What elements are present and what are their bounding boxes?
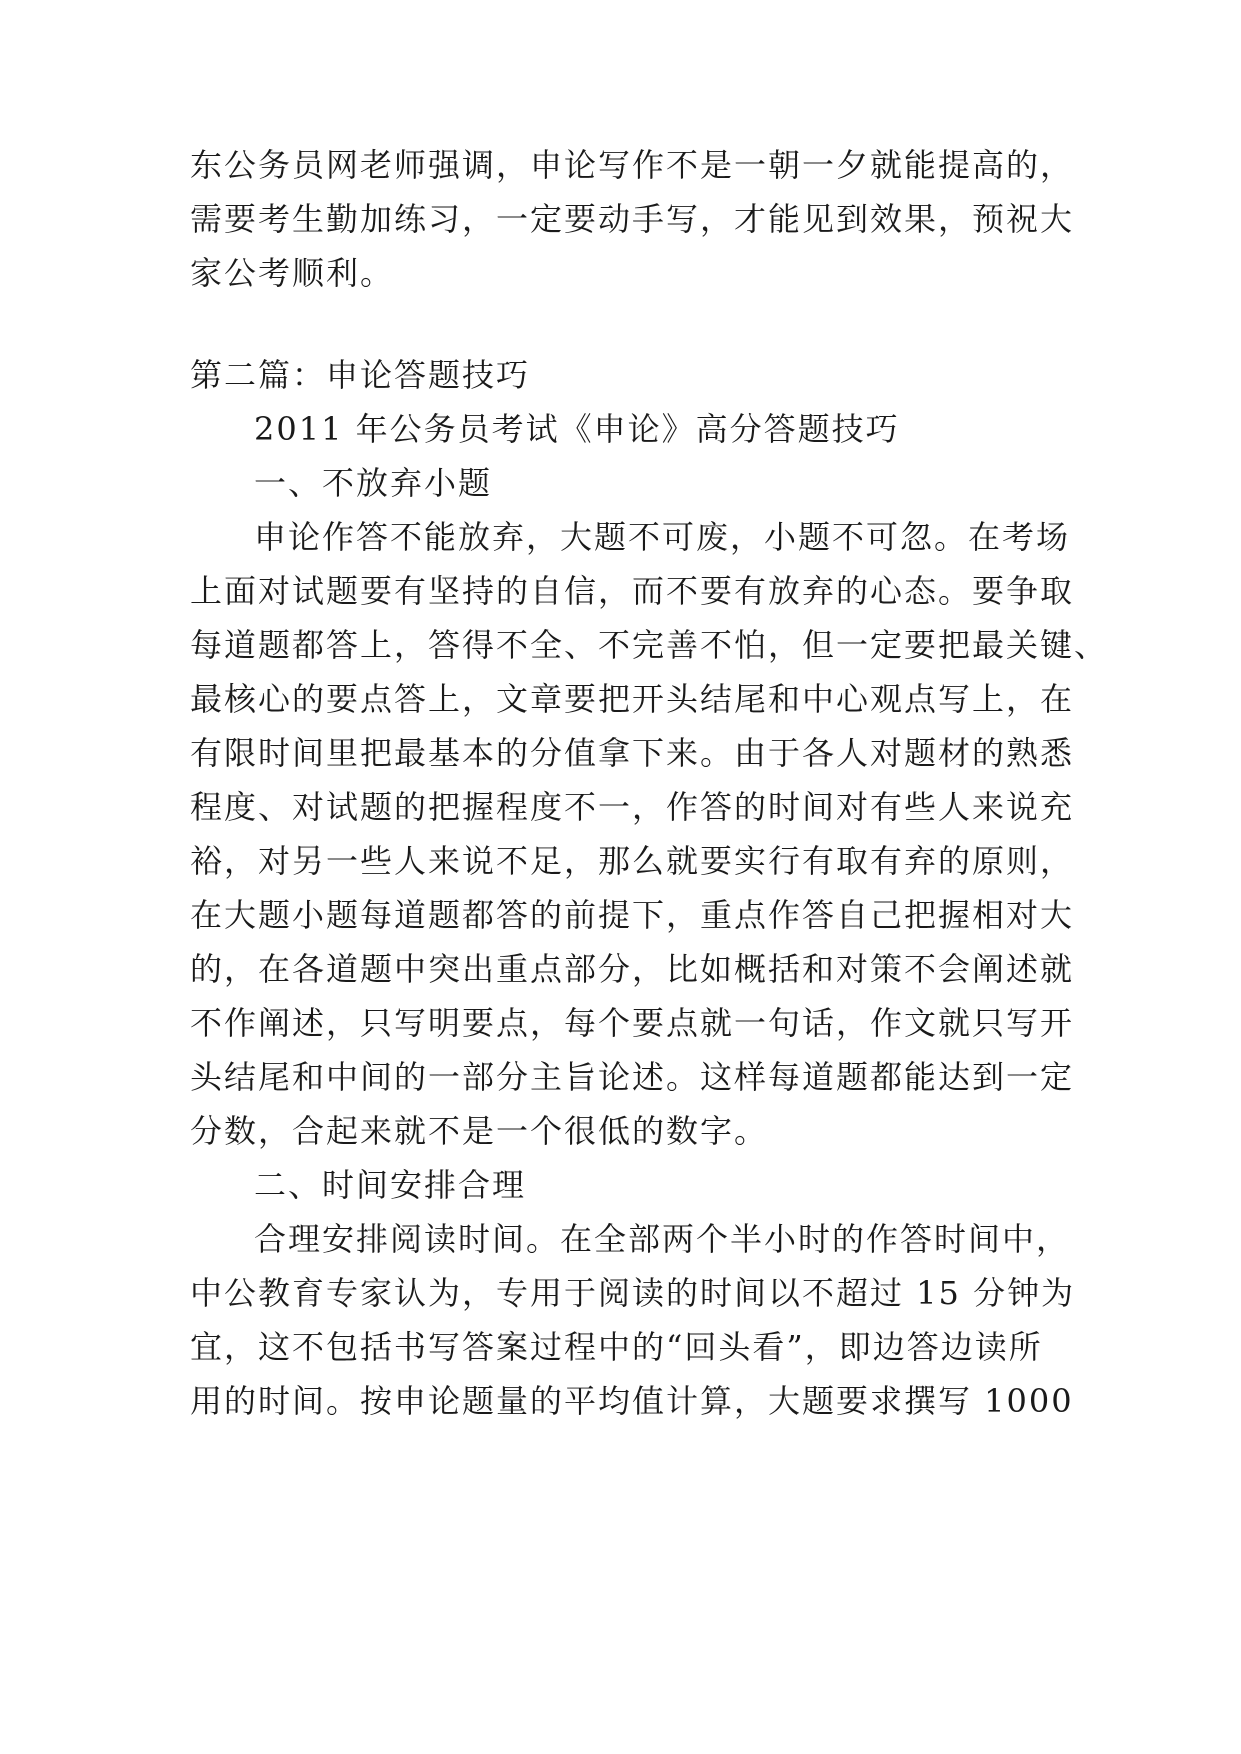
para-1-line-6: 程度、对试题的把握程度不一，作答的时间对有些人来说充 bbox=[190, 788, 1075, 826]
para-1-line-4: 最核心的要点答上，文章要把开头结尾和中心观点写上，在 bbox=[190, 680, 1075, 718]
para-2-line-4: 用的时间。按申论题量的平均值计算，大题要求撰写 1000 bbox=[190, 1382, 1074, 1420]
heading-2: 二、时间安排合理 bbox=[254, 1166, 527, 1204]
heading-1: 一、不放弃小题 bbox=[254, 464, 493, 502]
para-1-line-1: 申论作答不能放弃，大题不可废，小题不可忽。在考场 bbox=[254, 518, 1071, 556]
para-2-line-2: 中公教育专家认为，专用于阅读的时间以不超过 15 分钟为 bbox=[190, 1274, 1076, 1312]
para-1-line-11: 头结尾和中间的一部分主旨论述。这样每道题都能达到一定 bbox=[190, 1058, 1075, 1096]
para-1-line-10: 不作阐述，只写明要点，每个要点就一句话，作文就只写开 bbox=[190, 1004, 1075, 1042]
para-2-line-3: 宜，这不包括书写答案过程中的“回头看”，即边答边读所 bbox=[190, 1328, 1043, 1366]
para-1-line-2: 上面对试题要有坚持的自信，而不要有放弃的心态。要争取 bbox=[190, 572, 1075, 610]
para-1-line-8: 在大题小题每道题都答的前提下，重点作答自己把握相对大 bbox=[190, 896, 1075, 934]
para-2-line-1: 合理安排阅读时间。在全部两个半小时的作答时间中， bbox=[254, 1220, 1071, 1258]
section-title: 第二篇：申论答题技巧 bbox=[190, 356, 531, 394]
article-title: 2011 年公务员考试《申论》高分答题技巧 bbox=[254, 410, 900, 448]
para-1-line-5: 有限时间里把最基本的分值拿下来。由于各人对题材的熟悉 bbox=[190, 734, 1075, 772]
para-1-line-3: 每道题都答上，答得不全、不完善不怕，但一定要把最关键、 bbox=[190, 626, 1109, 664]
intro-line-3: 家公考顺利。 bbox=[190, 254, 395, 292]
intro-line-2: 需要考生勤加练习，一定要动手写，才能见到效果，预祝大 bbox=[190, 200, 1075, 238]
para-1-line-9: 的，在各道题中突出重点部分，比如概括和对策不会阐述就 bbox=[190, 950, 1075, 988]
intro-line-1: 东公务员网老师强调，申论写作不是一朝一夕就能提高的， bbox=[190, 146, 1075, 184]
para-1-line-7: 裕，对另一些人来说不足，那么就要实行有取有弃的原则， bbox=[190, 842, 1075, 880]
para-1-line-12: 分数，合起来就不是一个很低的数字。 bbox=[190, 1112, 769, 1150]
